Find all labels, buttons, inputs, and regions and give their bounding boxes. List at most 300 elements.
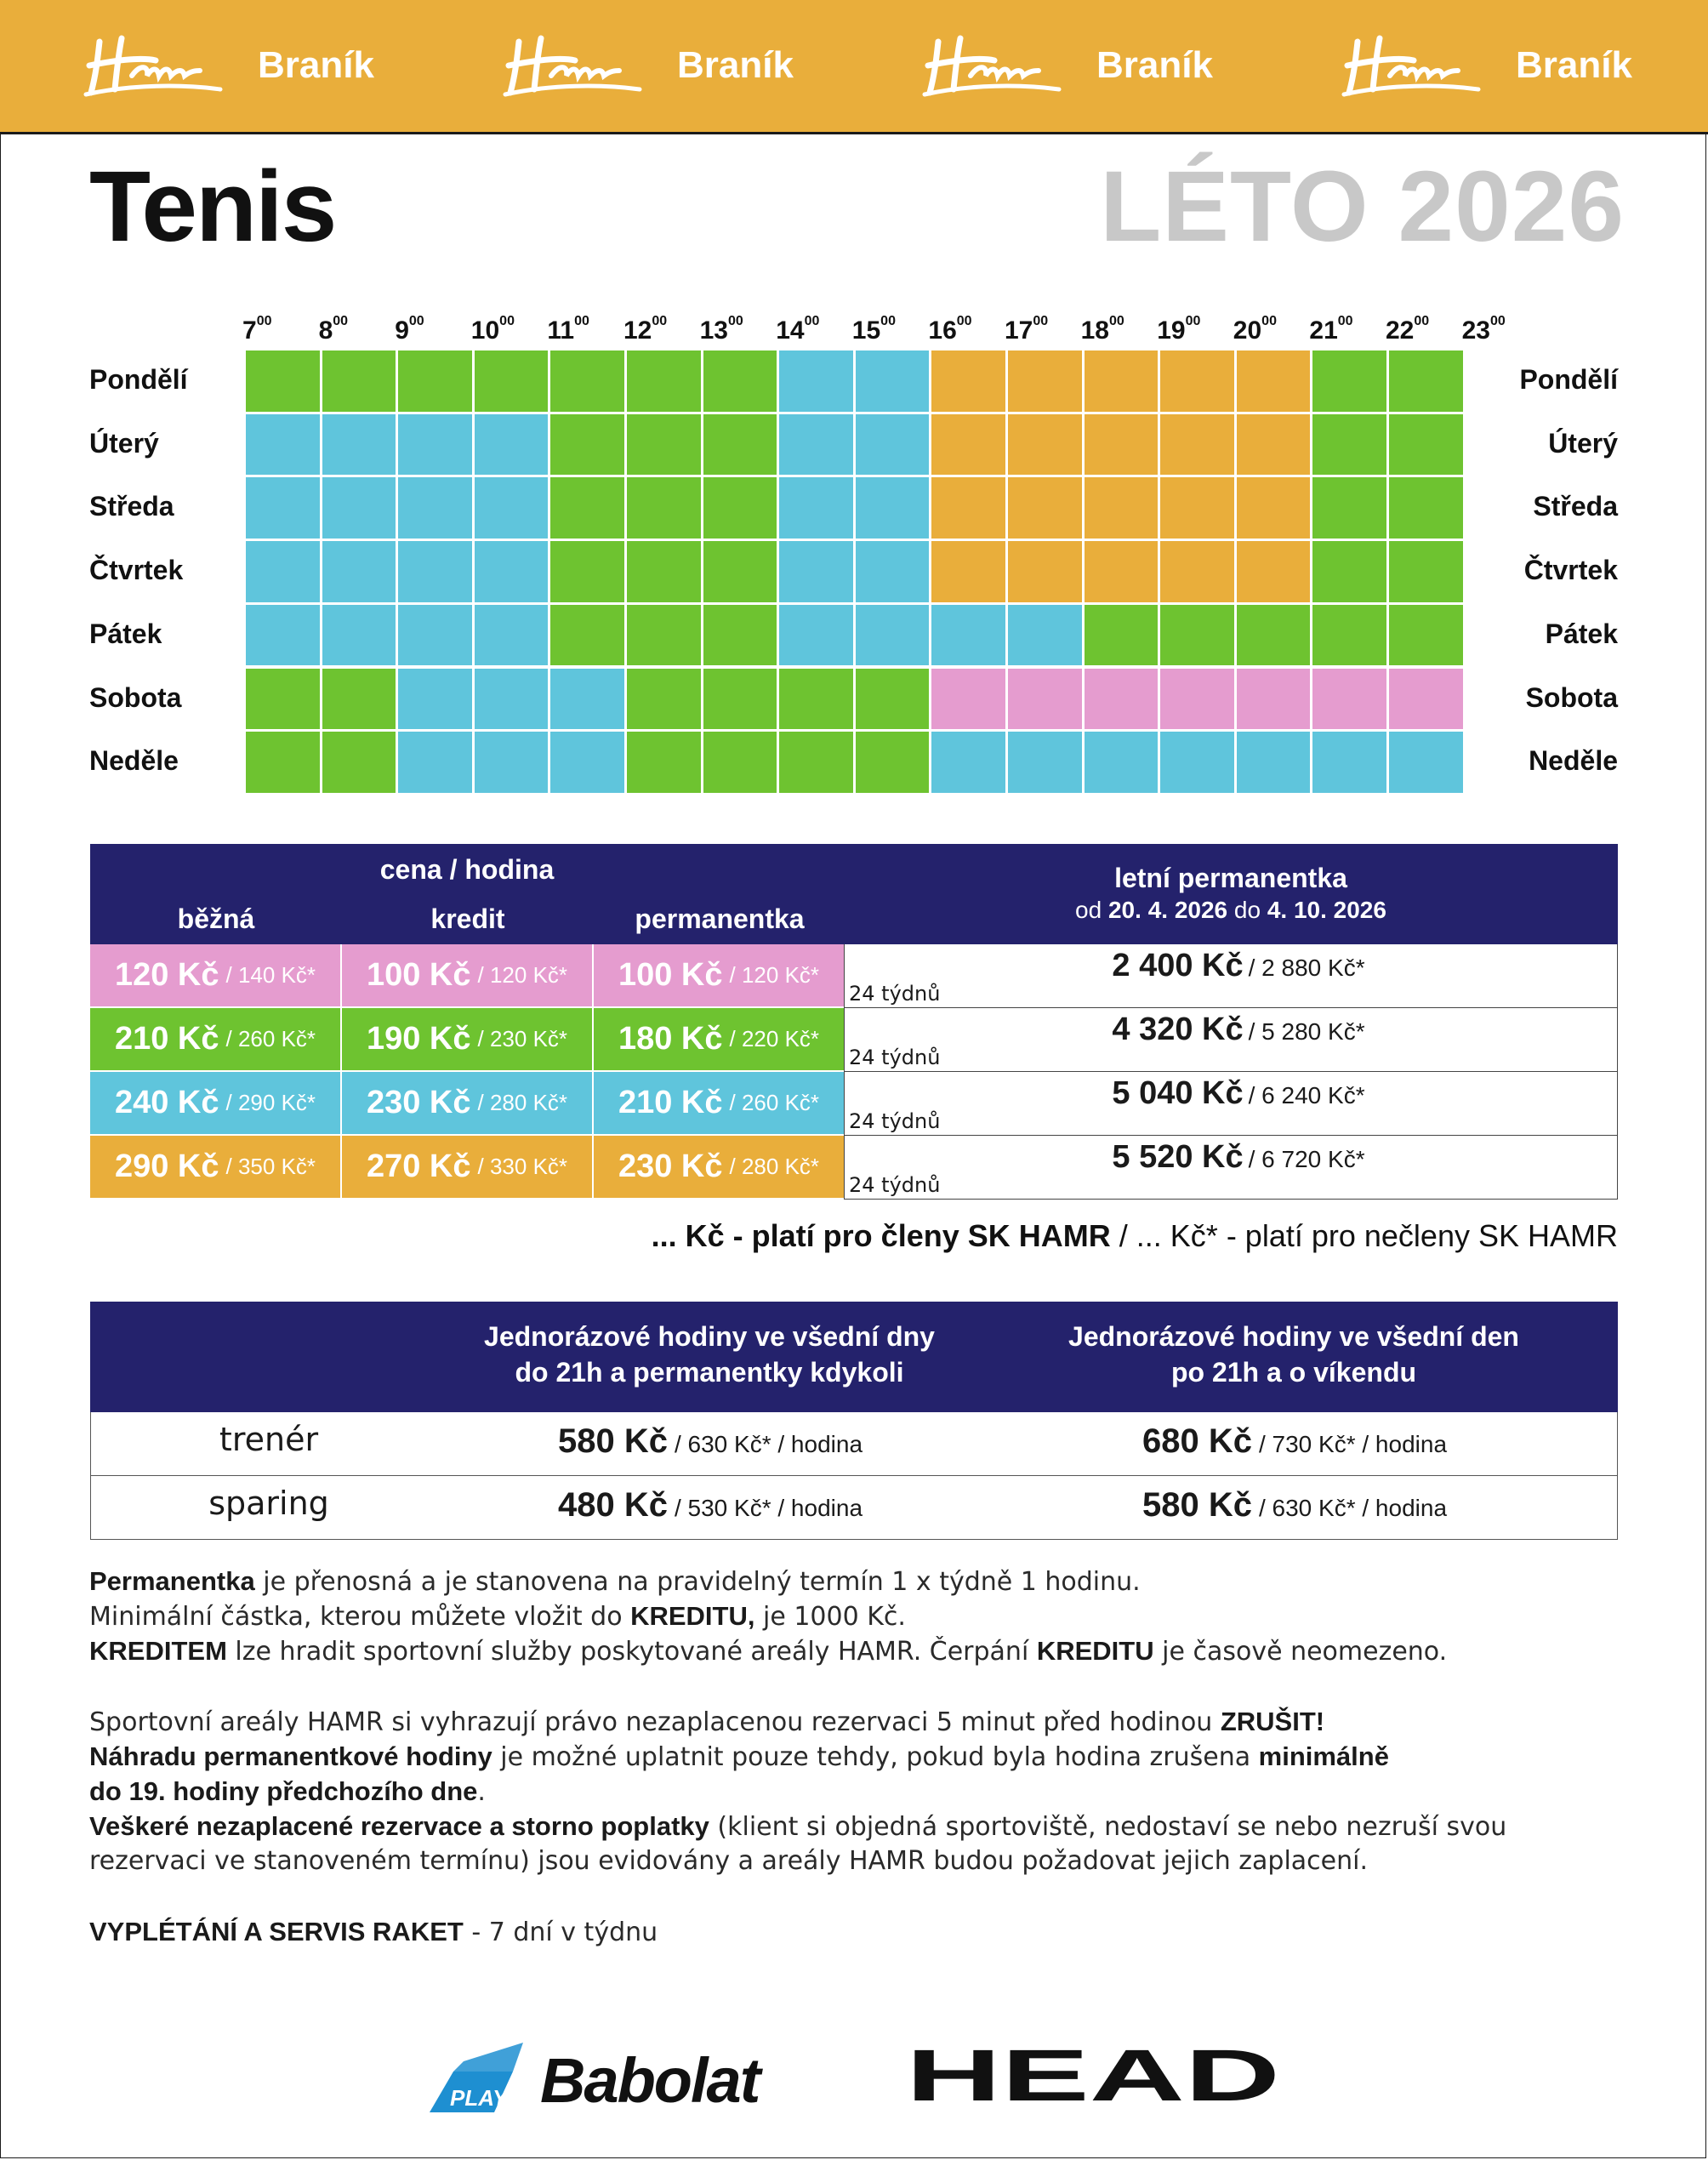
hour-number: 10	[470, 316, 500, 345]
hamr-logo	[81, 23, 225, 108]
schedule-slot	[1006, 730, 1084, 795]
schedule-slot	[1311, 667, 1388, 732]
hour-label	[623, 316, 667, 345]
hamr-logo	[1339, 23, 1483, 108]
hour-minutes: 00	[256, 314, 272, 328]
schedule-slot	[1235, 539, 1312, 604]
price-value: 480 Kč	[557, 1486, 668, 1524]
hour-minutes: 00	[1108, 314, 1124, 328]
hour-label	[1233, 316, 1277, 345]
price-value: 210 Kč	[618, 1085, 723, 1120]
day-label-left: Pondělí	[89, 364, 188, 395]
schedule-slot	[1083, 667, 1160, 732]
schedule-slot	[930, 603, 1007, 668]
info-bold: KREDITU	[1036, 1636, 1154, 1666]
price-value: 580 Kč	[557, 1422, 668, 1460]
price-cell-kredit	[342, 1136, 592, 1198]
hour-label	[547, 316, 589, 345]
schedule-slot	[473, 539, 550, 604]
col-permanentka: permanentka	[635, 903, 805, 934]
price-row	[90, 1008, 1618, 1072]
price-cell-bezna	[90, 1136, 340, 1198]
hour-number: 13	[699, 316, 728, 345]
info-line-1	[89, 1564, 1141, 1599]
hour-minutes: 00	[1261, 314, 1277, 328]
schedule-slot	[1083, 476, 1160, 540]
hour-number: 21	[1309, 316, 1338, 345]
schedule-slot	[1387, 730, 1465, 795]
hour-minutes: 00	[1337, 314, 1353, 328]
schedule-slot	[1235, 349, 1312, 413]
schedule-slot	[930, 413, 1007, 477]
info-text: je přenosná a je stanovena na pravidelný termín 1 x týdně 1 hodinu.	[254, 1567, 1141, 1597]
price-nonmember: / 120 Kč*	[477, 962, 568, 988]
price-row	[90, 1072, 1618, 1136]
schedule-slot	[625, 539, 703, 604]
schedule-slot	[473, 413, 550, 477]
info-bold: Veškeré nezaplacené rezervace a storno poplatky	[89, 1811, 709, 1841]
schedule-slot	[854, 539, 931, 604]
schedule-slot	[549, 476, 626, 540]
price-rest: / 630 Kč* / hodina	[674, 1431, 863, 1457]
price-value: 230 Kč	[366, 1085, 471, 1120]
schedule-slot	[625, 667, 703, 732]
schedule-slot	[1311, 603, 1388, 668]
hour-label	[471, 316, 515, 345]
schedule-slot	[549, 730, 626, 795]
schedule-slot	[854, 349, 931, 413]
price-value: 580 Kč	[1142, 1486, 1252, 1524]
schedule-slot	[854, 730, 931, 795]
schedule-slot	[702, 667, 779, 732]
price-value: 5 040 Kč	[1112, 1075, 1244, 1111]
lesson-price-b	[1027, 1486, 1563, 1525]
price-value: 120 Kč	[114, 957, 219, 993]
lesson-label: sparing	[208, 1485, 329, 1522]
price-value: 680 Kč	[1142, 1422, 1252, 1460]
schedule-slot	[244, 539, 322, 604]
info-text: je 1000 Kč.	[754, 1602, 906, 1632]
weeks-label: 24 týdnů	[849, 1173, 941, 1197]
dates-end: 4. 10. 2026	[1267, 897, 1386, 923]
info-text: lze hradit sportovní služby poskytované areály HAMR. Čerpání	[226, 1637, 1037, 1667]
note-sep: /	[1119, 1218, 1128, 1253]
info-bold: KREDITEM	[89, 1636, 227, 1666]
price-value: 210 Kč	[114, 1021, 219, 1057]
schedule-slot	[396, 413, 474, 477]
day-label-left: Sobota	[89, 681, 182, 713]
price-nonmember: / 5 280 Kč*	[1248, 1018, 1365, 1045]
price-nonmember: / 6 720 Kč*	[1248, 1146, 1365, 1172]
schedule-slot	[321, 730, 398, 795]
schedule-slot	[396, 539, 474, 604]
schedule-slot	[625, 476, 703, 540]
schedule-slot	[777, 413, 855, 477]
membership-note	[652, 1218, 1618, 1254]
price-cell-perm	[594, 944, 844, 1006]
hour-label	[319, 316, 348, 345]
brand-place: Braník	[258, 44, 374, 86]
info-text: Sportovní areály HAMR si vyhrazují právo nezaplacenou rezervaci 5 minut před hodinou	[89, 1707, 1221, 1737]
hour-number: 9	[395, 316, 409, 345]
schedule-slot	[1311, 539, 1388, 604]
lesson-price-a	[447, 1486, 974, 1525]
schedule-slot	[321, 539, 398, 604]
schedule-slot	[1006, 413, 1084, 477]
hour-label	[852, 316, 896, 345]
hour-minutes: 00	[574, 314, 589, 328]
price-value: 240 Kč	[114, 1085, 219, 1120]
schedule-slot	[1387, 413, 1465, 477]
hour-number: 19	[1157, 316, 1186, 345]
hour-label	[700, 316, 743, 345]
schedule-slot	[854, 476, 931, 540]
price-value: 100 Kč	[618, 957, 723, 993]
schedule-slot	[1311, 730, 1388, 795]
col-bezna: běžná	[177, 903, 255, 934]
price-nonmember: / 260 Kč*	[729, 1090, 820, 1115]
schedule-slot	[1235, 730, 1312, 795]
schedule-slot	[702, 476, 779, 540]
group-label: cena / hodina	[379, 854, 555, 885]
schedule-slot	[1159, 413, 1236, 477]
schedule-slot	[321, 667, 398, 732]
hour-minutes: 00	[408, 314, 424, 328]
day-label-right: Úterý	[1548, 427, 1618, 459]
schedule-slot	[244, 349, 322, 413]
day-label-left: Pátek	[89, 618, 162, 649]
hour-minutes: 00	[956, 314, 972, 328]
dates-to: do	[1233, 897, 1261, 923]
schedule-slot	[549, 349, 626, 413]
info-text: Minimální částka, kterou můžete vložit do	[89, 1602, 631, 1632]
hour-minutes: 00	[1033, 314, 1049, 328]
price-value: 190 Kč	[366, 1021, 471, 1057]
schedule-slot	[1235, 667, 1312, 732]
hour-minutes: 00	[499, 314, 515, 328]
weeks-label: 24 týdnů	[849, 1046, 941, 1069]
head-logo	[906, 2046, 1297, 2106]
day-label-left: Čtvrtek	[89, 555, 184, 586]
day-label-right: Pátek	[1545, 618, 1618, 649]
price-nonmember: / 230 Kč*	[477, 1026, 568, 1052]
hour-number: 18	[1080, 316, 1109, 345]
brand-1	[81, 19, 374, 112]
weeks-label: 24 týdnů	[849, 1109, 941, 1133]
schedule-slot	[1159, 476, 1236, 540]
hour-label	[1309, 316, 1352, 345]
schedule-slot	[1006, 667, 1084, 732]
hour-number: 11	[547, 316, 575, 345]
schedule-slot	[854, 603, 931, 668]
price-rest: / 630 Kč* / hodina	[1258, 1495, 1448, 1521]
price-nonmember: / 280 Kč*	[477, 1090, 568, 1115]
schedule-slot	[1159, 603, 1236, 668]
schedule-slot	[777, 349, 855, 413]
price-nonmember: / 120 Kč*	[729, 962, 820, 988]
schedule-slot	[244, 603, 322, 668]
hour-label	[928, 316, 971, 345]
info-bold: KREDITU,	[630, 1601, 755, 1631]
header-band	[0, 0, 1708, 134]
schedule-slot	[1006, 603, 1084, 668]
day-label-left: Neděle	[89, 745, 179, 777]
hour-number: 22	[1386, 316, 1415, 345]
schedule-slot	[854, 667, 931, 732]
price-value: 270 Kč	[366, 1148, 471, 1184]
info-line-6	[89, 1774, 486, 1809]
info-text: je možné uplatnit pouze tehdy, pokud byla hodina zrušena	[492, 1742, 1259, 1772]
price-cell-bezna	[90, 1072, 340, 1134]
hour-number: 23	[1461, 316, 1490, 345]
schedule-slot	[1083, 539, 1160, 604]
hour-number: 8	[318, 316, 333, 345]
schedule-slot	[1083, 730, 1160, 795]
hour-label	[1081, 316, 1124, 345]
day-label-left: Středa	[89, 491, 174, 522]
schedule-slot	[1311, 413, 1388, 477]
schedule-grid	[244, 349, 1464, 794]
day-label-right: Středa	[1533, 491, 1618, 522]
price-nonmember: / 330 Kč*	[477, 1154, 568, 1179]
schedule-slot	[1387, 539, 1465, 604]
schedule-slot	[1387, 349, 1465, 413]
lessons-col-2-line2: po 21h a o víkendu	[1170, 1357, 1417, 1388]
info-text: (klient si objedná sportoviště, nedostaví se nebo nezruší svou	[709, 1812, 1507, 1842]
schedule-slot	[244, 667, 322, 732]
schedule-slot	[625, 603, 703, 668]
schedule-slot	[1159, 667, 1236, 732]
hour-minutes: 00	[333, 314, 349, 328]
schedule-slot	[473, 476, 550, 540]
price-cell-kredit	[342, 1008, 592, 1070]
schedule-slot	[1159, 539, 1236, 604]
play-text: PLAY	[450, 2085, 508, 2111]
price-nonmember: / 2 880 Kč*	[1248, 955, 1365, 981]
schedule-slot	[244, 413, 322, 477]
schedule-slot	[321, 476, 398, 540]
price-row	[90, 944, 1618, 1008]
price-value: 230 Kč	[618, 1148, 723, 1184]
season-pass-price	[941, 1012, 1536, 1048]
schedule-slot	[396, 667, 474, 732]
hour-number: 20	[1233, 316, 1262, 345]
price-cell-kredit	[342, 944, 592, 1006]
season-pass-price	[941, 948, 1536, 984]
schedule-slot	[1235, 476, 1312, 540]
schedule-slot	[1311, 349, 1388, 413]
info-text: .	[477, 1777, 486, 1807]
hour-label	[395, 316, 424, 345]
lesson-row	[90, 1476, 1618, 1540]
schedule-slot	[702, 539, 779, 604]
price-table-header	[90, 844, 1618, 944]
hour-label	[242, 316, 271, 345]
schedule-slot	[396, 730, 474, 795]
price-row	[90, 1136, 1618, 1200]
season-pass-dates	[844, 897, 1618, 924]
lesson-price-b	[1027, 1422, 1563, 1461]
schedule-slot	[396, 603, 474, 668]
hour-minutes: 00	[1185, 314, 1201, 328]
schedule-slot	[1235, 603, 1312, 668]
weeks-label: 24 týdnů	[849, 982, 941, 1006]
hour-number: 17	[1005, 316, 1033, 345]
season-pass-title: letní permanentka	[1114, 863, 1347, 893]
hour-minutes: 00	[727, 314, 743, 328]
babolat-text: Babolat	[540, 2045, 760, 2114]
lesson-price-a	[447, 1422, 974, 1461]
schedule-slot	[777, 730, 855, 795]
schedule-slot	[1159, 730, 1236, 795]
hour-axis	[0, 316, 1708, 351]
info-line-3	[89, 1633, 1447, 1669]
price-cell-perm	[594, 1008, 844, 1070]
day-label-right: Sobota	[1525, 681, 1618, 713]
lesson-row	[90, 1412, 1618, 1476]
hour-minutes: 00	[880, 314, 896, 328]
info-bold: ZRUŠIT!	[1220, 1707, 1325, 1736]
schedule-slot	[930, 667, 1007, 732]
lessons-col-1-line2: do 21h a permanentky kdykoli	[515, 1357, 904, 1388]
brand-place: Braník	[677, 44, 794, 86]
schedule-slot	[702, 413, 779, 477]
hour-number: 14	[776, 316, 805, 345]
lessons-header	[90, 1302, 1618, 1412]
lessons-col-1-line1: Jednorázové hodiny ve všední dny	[484, 1321, 935, 1352]
price-cell-perm	[594, 1072, 844, 1134]
brand-place: Braník	[1096, 44, 1213, 86]
schedule-slot	[321, 603, 398, 668]
schedule-slot	[1235, 413, 1312, 477]
price-value: 4 320 Kč	[1112, 1012, 1244, 1047]
info-line-2	[89, 1599, 906, 1634]
schedule-slot	[930, 730, 1007, 795]
schedule-slot	[473, 667, 550, 732]
price-cell-bezna	[90, 1008, 340, 1070]
schedule-slot	[1006, 349, 1084, 413]
hour-label	[776, 316, 819, 345]
price-nonmember: / 260 Kč*	[225, 1026, 316, 1052]
info-line-4	[89, 1704, 1324, 1740]
schedule-slot	[549, 413, 626, 477]
lessons-col-2-line1: Jednorázové hodiny ve všední den	[1068, 1321, 1519, 1352]
info-text: je časově neomezeno.	[1153, 1637, 1448, 1667]
schedule-slot	[244, 476, 322, 540]
info-text: rezervaci ve stanoveném termínu) jsou evidovány a areály HAMR budou požadovat jejich zaplacení.	[89, 1846, 1369, 1876]
price-value: 290 Kč	[114, 1148, 219, 1184]
schedule-slot	[1006, 476, 1084, 540]
info-line-5	[89, 1739, 1389, 1775]
schedule-slot	[777, 476, 855, 540]
hamr-logo	[919, 23, 1064, 108]
schedule-slot	[777, 539, 855, 604]
lesson-label: trenér	[219, 1421, 319, 1458]
price-cell-kredit	[342, 1072, 592, 1134]
schedule-slot	[777, 667, 855, 732]
hour-label	[1157, 316, 1200, 345]
schedule-slot	[473, 730, 550, 795]
hour-minutes: 00	[1414, 314, 1430, 328]
schedule-slot	[625, 730, 703, 795]
schedule-slot	[1083, 349, 1160, 413]
schedule-slot	[1083, 413, 1160, 477]
schedule-slot	[930, 539, 1007, 604]
price-value: 5 520 Kč	[1112, 1139, 1244, 1175]
info-line-7	[89, 1809, 1506, 1844]
info-bold: Permanentka	[89, 1566, 255, 1596]
schedule-slot	[549, 539, 626, 604]
hour-label	[1005, 316, 1048, 345]
price-nonmember: / 220 Kč*	[729, 1026, 820, 1052]
lessons-col-2	[1026, 1319, 1562, 1390]
schedule-slot	[854, 413, 931, 477]
info-bold: do 19. hodiny předchozího dne	[89, 1776, 478, 1806]
day-label-right: Čtvrtek	[1523, 555, 1618, 586]
hour-number: 7	[242, 316, 257, 345]
lessons-col-1	[446, 1319, 973, 1390]
season-pass-price	[941, 1075, 1536, 1112]
schedule-slot	[702, 349, 779, 413]
day-label-right: Neděle	[1529, 745, 1618, 777]
schedule-slot	[473, 349, 550, 413]
schedule-slot	[1159, 349, 1236, 413]
schedule-slot	[930, 349, 1007, 413]
price-nonmember: / 6 240 Kč*	[1248, 1082, 1365, 1108]
info-text: - 7 dní v týdnu	[463, 1918, 658, 1947]
hour-minutes: 00	[1489, 314, 1506, 328]
dates-start: 20. 4. 2026	[1107, 897, 1228, 923]
dates-from: od	[1075, 897, 1102, 923]
schedule-slot	[473, 603, 550, 668]
season-pass-price	[941, 1139, 1536, 1176]
brand-place: Braník	[1516, 44, 1632, 86]
hour-label	[1386, 316, 1429, 345]
brand-3	[919, 19, 1213, 112]
hour-label	[1462, 316, 1506, 345]
schedule-slot	[1311, 476, 1388, 540]
info-line-9	[89, 1914, 658, 1950]
price-cell-bezna	[90, 944, 340, 1006]
schedule-slot	[549, 667, 626, 732]
note-members: ... Kč - platí pro členy SK HAMR	[651, 1218, 1111, 1253]
day-label-right: Pondělí	[1519, 364, 1618, 395]
schedule-slot	[1387, 603, 1465, 668]
head-text: HEAD	[906, 2046, 1280, 2106]
price-cell-perm	[594, 1136, 844, 1198]
schedule-slot	[244, 730, 322, 795]
schedule-slot	[321, 413, 398, 477]
schedule-slot	[625, 349, 703, 413]
note-nonmembers: ... Kč* - platí pro nečleny SK HAMR	[1136, 1218, 1618, 1253]
schedule-slot	[1006, 539, 1084, 604]
schedule-slot	[930, 476, 1007, 540]
col-kredit: kredit	[430, 903, 505, 934]
price-value: 2 400 Kč	[1112, 948, 1244, 983]
page-title: Tenis	[89, 151, 336, 263]
brand-2	[500, 19, 794, 112]
schedule-slot	[702, 730, 779, 795]
schedule-slot	[1387, 476, 1465, 540]
price-nonmember: / 350 Kč*	[225, 1154, 316, 1179]
info-bold: minimálně	[1258, 1741, 1389, 1771]
hour-number: 16	[928, 316, 957, 345]
schedule-slot	[1387, 667, 1465, 732]
info-line-8	[89, 1844, 1368, 1878]
price-value: 180 Kč	[618, 1021, 723, 1057]
price-rest: / 530 Kč* / hodina	[674, 1495, 863, 1521]
schedule-slot	[702, 603, 779, 668]
